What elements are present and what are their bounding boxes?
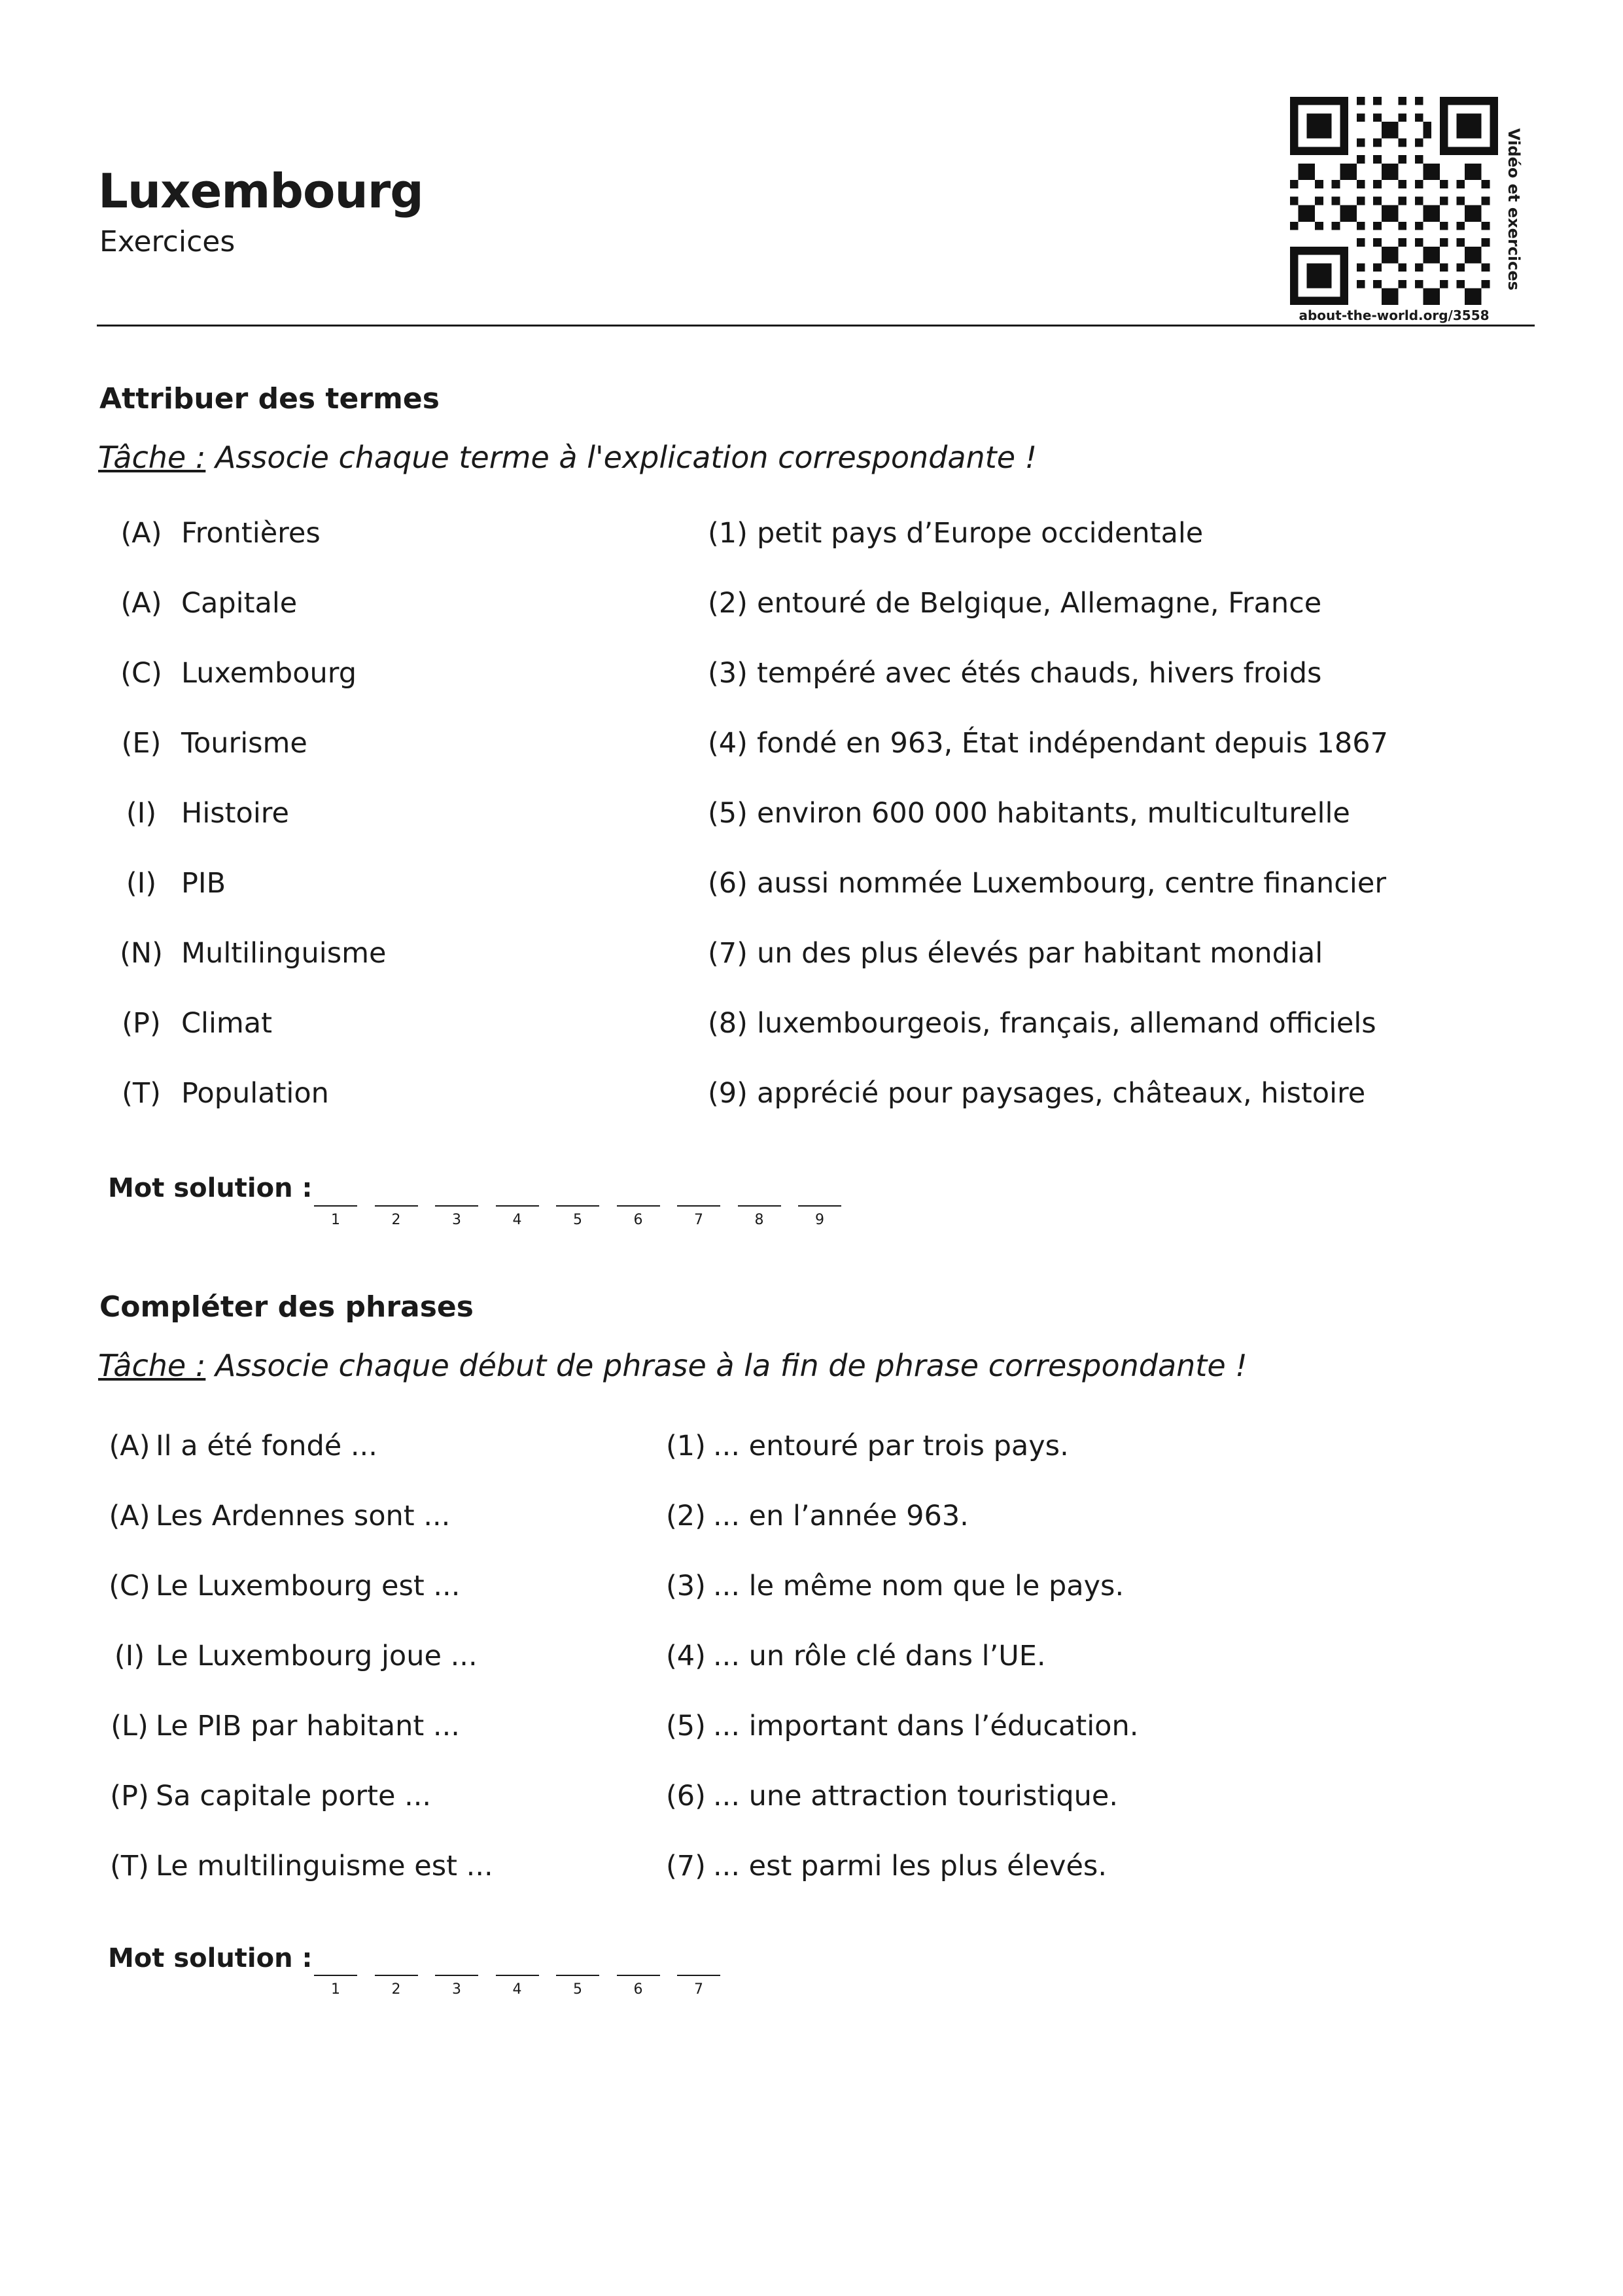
section2-title: Compléter des phrases <box>99 1290 474 1324</box>
end-number: (6) <box>666 1780 706 1812</box>
solution-blank-number: 3 <box>452 1212 461 1228</box>
term-text: Population <box>181 1077 329 1110</box>
term-text: Climat <box>181 1007 273 1040</box>
end-text: ... en l’année 963. <box>713 1500 969 1532</box>
explanation-text: fondé en 963, État indépendant depuis 1867 <box>757 727 1388 760</box>
qr-side-label-wrap <box>1502 111 1526 308</box>
solution-blank[interactable] <box>314 1975 357 1976</box>
explanation-number: (1) <box>708 517 748 550</box>
start-text: Il a été fondé ... <box>156 1430 377 1462</box>
end-text: ... une attraction touristique. <box>713 1780 1119 1812</box>
solution-blank-number: 8 <box>754 1212 764 1228</box>
explanation-text: un des plus élevés par habitant mondial <box>757 937 1323 970</box>
start-text: Les Ardennes sont ... <box>156 1500 451 1532</box>
solution-blank-number: 1 <box>331 1212 340 1228</box>
start-text: Le multilinguisme est ... <box>156 1850 493 1882</box>
page-subtitle: Exercices <box>99 225 236 258</box>
term-letter: (E) <box>121 727 162 760</box>
section1-solution-label: Mot solution : <box>108 1173 313 1203</box>
term-letter: (T) <box>122 1077 161 1110</box>
section2-task <box>98 1348 1248 1383</box>
header-divider <box>97 325 1535 327</box>
term-text: Multilinguisme <box>181 937 387 970</box>
term-text: PIB <box>181 867 226 900</box>
section2-task-text: Associe chaque début de phrase à la fin de phrase correspondante ! <box>205 1348 1248 1383</box>
explanation-text: entouré de Belgique, Allemagne, France <box>757 587 1322 620</box>
term-text: Tourisme <box>181 727 307 760</box>
start-text: Le PIB par habitant ... <box>156 1710 460 1742</box>
solution-blank-number: 5 <box>573 1212 582 1228</box>
term-text: Luxembourg <box>181 657 357 690</box>
solution-blank-number: 7 <box>694 1981 703 1998</box>
solution-blank[interactable] <box>738 1205 781 1207</box>
start-text: Le Luxembourg est ... <box>156 1570 461 1602</box>
term-letter: (C) <box>120 657 162 690</box>
qr-side-label: Vidéo et exercices <box>1505 128 1523 291</box>
end-text: ... entouré par trois pays. <box>713 1430 1069 1462</box>
section1-task-label: Tâche : <box>98 440 206 475</box>
end-number: (7) <box>666 1850 706 1882</box>
qr-url[interactable]: about-the-world.org/3558 <box>1299 308 1490 323</box>
term-letter: (I) <box>126 867 157 900</box>
solution-blank[interactable] <box>314 1205 357 1207</box>
explanation-text: tempéré avec étés chauds, hivers froids <box>757 657 1322 690</box>
explanation-number: (9) <box>708 1077 748 1110</box>
explanation-text: petit pays d’Europe occidentale <box>757 517 1204 550</box>
term-letter: (A) <box>120 517 162 550</box>
solution-blank-number: 1 <box>331 1981 340 1998</box>
solution-blank-number: 4 <box>512 1212 522 1228</box>
solution-blank-number: 3 <box>452 1981 461 1998</box>
start-letter: (P) <box>110 1780 149 1812</box>
start-letter: (C) <box>109 1570 150 1602</box>
start-letter: (A) <box>109 1430 150 1462</box>
solution-blank[interactable] <box>556 1205 599 1207</box>
solution-blank[interactable] <box>375 1205 418 1207</box>
end-number: (5) <box>666 1710 706 1742</box>
start-letter: (A) <box>109 1500 150 1532</box>
solution-blank[interactable] <box>677 1975 720 1976</box>
term-letter: (A) <box>120 587 162 620</box>
solution-blank-number: 4 <box>512 1981 522 1998</box>
solution-blank-number: 2 <box>391 1212 401 1228</box>
qr-code[interactable] <box>1290 97 1498 305</box>
start-letter: (I) <box>114 1640 145 1672</box>
end-number: (2) <box>666 1500 706 1532</box>
solution-blank[interactable] <box>435 1975 478 1976</box>
solution-blank-number: 6 <box>633 1212 643 1228</box>
term-letter: (N) <box>120 937 163 970</box>
end-text: ... le même nom que le pays. <box>713 1570 1125 1602</box>
solution-blank-number: 6 <box>633 1981 643 1998</box>
term-text: Histoire <box>181 797 289 830</box>
solution-blank[interactable] <box>677 1205 720 1207</box>
term-letter: (I) <box>126 797 157 830</box>
section2-solution-label: Mot solution : <box>108 1943 313 1973</box>
end-text: ... important dans l’éducation. <box>713 1710 1139 1742</box>
solution-blank-number: 5 <box>573 1981 582 1998</box>
end-number: (3) <box>666 1570 706 1602</box>
solution-blank-number: 9 <box>815 1212 824 1228</box>
term-text: Frontières <box>181 517 321 550</box>
explanation-number: (8) <box>708 1007 748 1040</box>
explanation-text: luxembourgeois, français, allemand officiels <box>757 1007 1376 1040</box>
section1-task <box>98 440 1037 475</box>
start-letter: (T) <box>110 1850 149 1882</box>
solution-blank-number: 7 <box>694 1212 703 1228</box>
solution-blank[interactable] <box>435 1205 478 1207</box>
start-text: Le Luxembourg joue ... <box>156 1640 478 1672</box>
explanation-number: (2) <box>708 587 748 620</box>
end-text: ... un rôle clé dans l’UE. <box>713 1640 1046 1672</box>
explanation-text: aussi nommée Luxembourg, centre financier <box>757 867 1386 900</box>
solution-blank[interactable] <box>617 1975 660 1976</box>
solution-blank[interactable] <box>375 1975 418 1976</box>
explanation-number: (6) <box>708 867 748 900</box>
explanation-number: (3) <box>708 657 748 690</box>
start-letter: (L) <box>111 1710 148 1742</box>
solution-blank[interactable] <box>798 1205 841 1207</box>
section1-task-text: Associe chaque terme à l'explication correspondante ! <box>205 440 1038 475</box>
section1-title: Attribuer des termes <box>99 382 440 415</box>
page-title: Luxembourg <box>98 164 423 219</box>
explanation-text: environ 600 000 habitants, multiculturelle <box>757 797 1350 830</box>
solution-blank-number: 2 <box>391 1981 401 1998</box>
explanation-text: apprécié pour paysages, châteaux, histoire <box>757 1077 1366 1110</box>
term-text: Capitale <box>181 587 298 620</box>
explanation-number: (4) <box>708 727 748 760</box>
explanation-number: (5) <box>708 797 748 830</box>
solution-blank[interactable] <box>496 1975 539 1976</box>
end-number: (1) <box>666 1430 706 1462</box>
solution-blank[interactable] <box>556 1975 599 1976</box>
term-letter: (P) <box>122 1007 161 1040</box>
section2-task-label: Tâche : <box>98 1348 206 1383</box>
start-text: Sa capitale porte ... <box>156 1780 432 1812</box>
end-text: ... est parmi les plus élevés. <box>713 1850 1107 1882</box>
solution-blank[interactable] <box>496 1205 539 1207</box>
solution-blank[interactable] <box>617 1205 660 1207</box>
end-number: (4) <box>666 1640 706 1672</box>
explanation-number: (7) <box>708 937 748 970</box>
